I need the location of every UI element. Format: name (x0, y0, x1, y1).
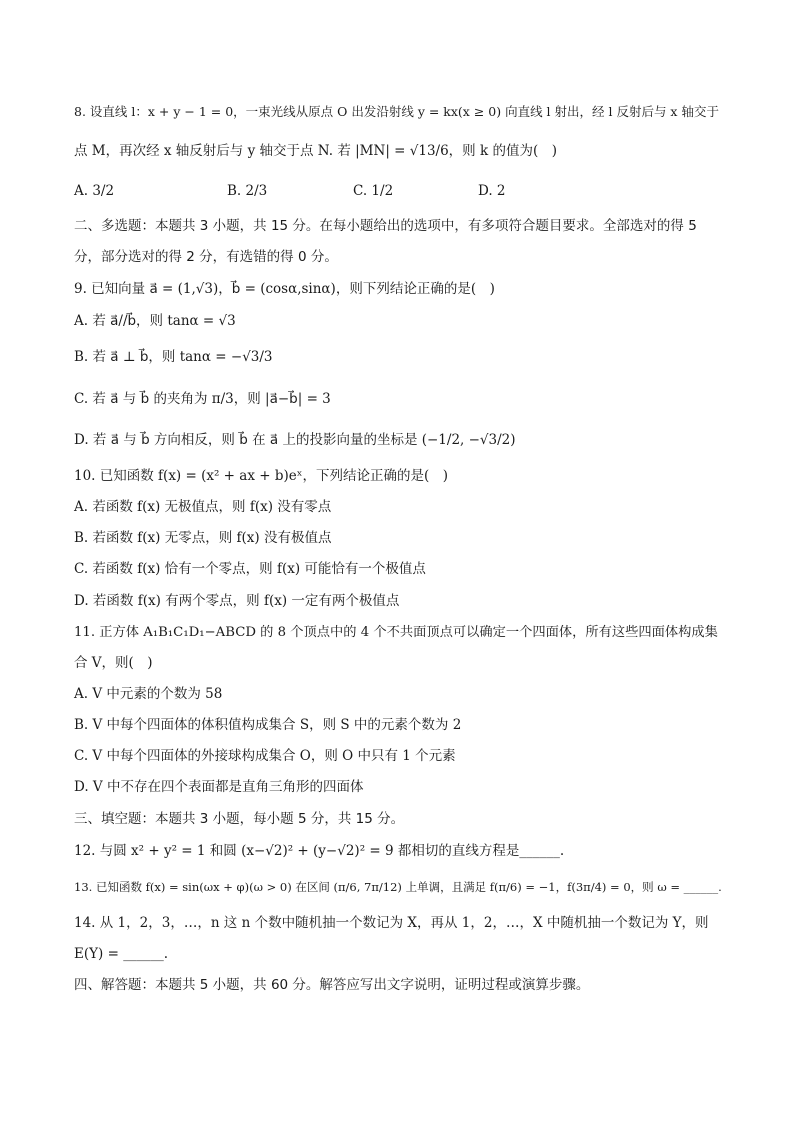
q11-line-1: 11. 正方体 A₁B₁C₁D₁−ABCD 的 8 个顶点中的 4 个不共面顶点可以确定一个四面体，所有这些四面体构成集 (74, 625, 718, 640)
q8-option-a: A. 3/2 (74, 183, 115, 199)
q8-line-2: 点 M，再次经 x 轴反射后与 y 轴交于点 N. 若 |MN| = √13/6，则 k 的值为( ) (74, 143, 557, 159)
q11-option-b: B. V 中每个四面体的体积值构成集合 S，则 S 中的元素个数为 2 (74, 717, 462, 733)
q11-option-c: C. V 中每个四面体的外接球构成集合 O，则 O 中只有 1 个元素 (74, 748, 456, 764)
q10-option-b: B. 若函数 f(x) 无零点，则 f(x) 没有极值点 (74, 530, 332, 546)
q10-stem: 10. 已知函数 f(x) = (x² + ax + b)eˣ，下列结论正确的是( ) (74, 468, 448, 484)
section-2-line-1: 二、多选题：本题共 3 小题，共 15 分。在每小题给出的选项中，有多项符合题目要求。全部选对的得 5 (74, 218, 697, 234)
q9-option-b: B. 若 a⃗ ⊥ b⃗，则 tanα = −√3/3 (74, 349, 273, 365)
q9-option-d: D. 若 a⃗ 与 b⃗ 方向相反，则 b⃗ 在 a⃗ 上的投影向量的坐标是 (−1/2, −√3/2) (74, 432, 516, 448)
q9-option-c: C. 若 a⃗ 与 b⃗ 的夹角为 π/3，则 |a⃗−b⃗| = 3 (74, 391, 331, 407)
q10-option-a: A. 若函数 f(x) 无极值点，则 f(x) 没有零点 (74, 499, 332, 515)
q11-option-d: D. V 中不存在四个表面都是直角三角形的四面体 (74, 779, 364, 795)
q8-option-b: B. 2/3 (227, 183, 268, 199)
question-12: 12. 与圆 x² + y² = 1 和圆 (x−√2)² + (y−√2)² = 9 都相切的直线方程是______. (74, 843, 565, 859)
section-3-heading: 三、填空题：本题共 3 小题，每小题 5 分，共 15 分。 (74, 811, 405, 827)
section-2-line-2: 分，部分选对的得 2 分，有选错的得 0 分。 (74, 249, 338, 265)
q8-option-d: D. 2 (478, 183, 506, 199)
q14-line-2: E(Y) = ______. (74, 946, 168, 962)
q11-option-a: A. V 中元素的个数为 58 (74, 686, 223, 702)
section-4-heading: 四、解答题：本题共 5 小题，共 60 分。解答应写出文字说明，证明过程或演算步骤。 (74, 977, 590, 993)
question-13: 13. 已知函数 f(x) = sin(ωx + φ)(ω > 0) 在区间 (π/6, 7π/12) 上单调，且满足 f(π/6) = −1，f(3π/4) = 0，则 ω = ______. (74, 880, 722, 894)
q9-stem: 9. 已知向量 a⃗ = (1,√3)，b⃗ = (cosα,sinα)，则下列结论正确的是( ) (74, 281, 495, 297)
q8-option-c: C. 1/2 (353, 183, 394, 199)
q8-line-1: 8. 设直线 l：x + y − 1 = 0，一束光线从原点 O 出发沿射线 y = kx(x ≥ 0) 向直线 l 射出，经 l 反射后与 x 轴交于 (74, 104, 719, 119)
q14-line-1: 14. 从 1，2，3，…，n 这 n 个数中随机抽一个数记为 X，再从 1，2，…，X 中随机抽一个数记为 Y，则 (74, 915, 709, 931)
q10-option-c: C. 若函数 f(x) 恰有一个零点，则 f(x) 可能恰有一个极值点 (74, 561, 426, 577)
q10-option-d: D. 若函数 f(x) 有两个零点，则 f(x) 一定有两个极值点 (74, 593, 400, 609)
q9-option-a: A. 若 a⃗//b⃗，则 tanα = √3 (74, 313, 236, 329)
q11-line-2: 合 V，则( ) (74, 655, 153, 671)
